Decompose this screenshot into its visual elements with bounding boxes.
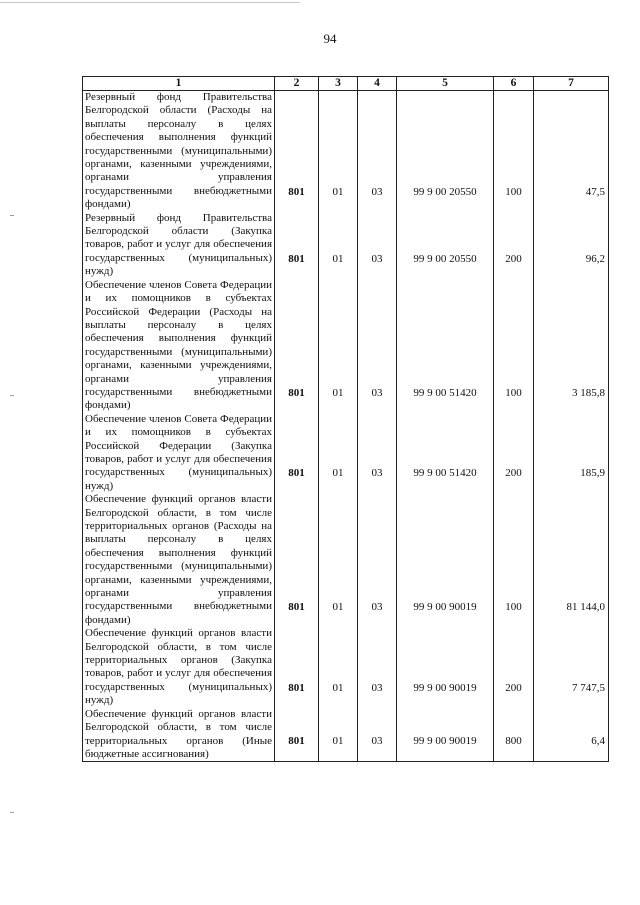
expense-type-code: 100 [494,493,534,627]
table-row [83,493,609,627]
top-rule [0,2,300,3]
section-code: 01 [319,493,358,627]
table-row [83,91,609,212]
chapter-code: 801 [275,212,319,279]
section-code: 01 [319,413,358,493]
column-number-row [83,77,609,91]
subsection-code: 03 [358,708,397,762]
column-header: 3 [319,77,358,91]
chapter-code: 801 [275,627,319,707]
margin-tick [10,215,14,216]
chapter-code: 801 [275,91,319,212]
target-article-code: 99 9 00 90019 [397,708,494,762]
page-number: 94 [323,31,337,46]
chapter-code: 801 [275,493,319,627]
amount: 81 144,0 [534,493,609,627]
target-article-code: 99 9 00 20550 [397,212,494,279]
margin-tick [10,395,14,396]
expense-type-code: 100 [494,279,534,413]
column-header: 5 [397,77,494,91]
section-code: 01 [319,708,358,762]
expense-name: Обеспечение членов Совета Федерации и их помощников в субъектах Российской Федерации (Закупка товаров, работ и услуг для обеспечения государственных (муниципальных) нужд) [83,413,275,493]
column-header: 4 [358,77,397,91]
expense-type-code: 200 [494,212,534,279]
expense-name: Обеспечение функций органов власти Белгородской области, в том числе территориальных органов (Закупка товаров, работ и услуг для обеспечения государственных (муниципальных) нужд) [83,627,275,707]
amount: 47,5 [534,91,609,212]
amount: 6,4 [534,708,609,762]
column-header: 6 [494,77,534,91]
expense-type-code: 100 [494,91,534,212]
subsection-code: 03 [358,627,397,707]
table-row [83,279,609,413]
table-row [83,413,609,493]
expense-name: Резервный фонд Правительства Белгородской области (Расходы на выплаты персоналу в целях обеспечения выполнения функций государственными (муниципальными) органами, казенными учреждениями, органами управления государственными внебюджетными фондами) [83,91,275,212]
target-article-code: 99 9 00 51420 [397,279,494,413]
margin-tick [10,812,14,813]
column-header: 2 [275,77,319,91]
chapter-code: 801 [275,413,319,493]
expense-type-code: 200 [494,413,534,493]
target-article-code: 99 9 00 90019 [397,627,494,707]
subsection-code: 03 [358,413,397,493]
budget-table [82,76,609,762]
subsection-code: 03 [358,279,397,413]
subsection-code: 03 [358,212,397,279]
amount: 3 185,8 [534,279,609,413]
chapter-code: 801 [275,279,319,413]
table-row [83,708,609,762]
target-article-code: 99 9 00 51420 [397,413,494,493]
subsection-code: 03 [358,91,397,212]
expense-name: Обеспечение функций органов власти Белгородской области, в том числе территориальных органов (Иные бюджетные ассигнования) [83,708,275,762]
subsection-code: 03 [358,493,397,627]
amount: 96,2 [534,212,609,279]
section-code: 01 [319,627,358,707]
expense-type-code: 200 [494,627,534,707]
table-row [83,627,609,707]
expense-name: Обеспечение членов Совета Федерации и их помощников в субъектах Российской Федерации (Расходы на выплаты персоналу в целях обеспечения выполнения функций государственными (муниципальными) органами, казенными учреждениями, органами управления государственными внебюджетными фондами) [83,279,275,413]
column-header: 7 [534,77,609,91]
section-code: 01 [319,212,358,279]
target-article-code: 99 9 00 90019 [397,493,494,627]
expense-name: Резервный фонд Правительства Белгородской области (Закупка товаров, работ и услуг для обеспечения государственных (муниципальных) нужд) [83,212,275,279]
target-article-code: 99 9 00 20550 [397,91,494,212]
chapter-code: 801 [275,708,319,762]
expense-name: Обеспечение функций органов власти Белгородской области, в том числе территориальных органов (Расходы на выплаты персоналу в целях обеспечения выполнения функций государственными (муниципальными) органами, казенными учреждениями, органами управления государственными внебюджетными фондами) [83,493,275,627]
amount: 7 747,5 [534,627,609,707]
section-code: 01 [319,91,358,212]
amount: 185,9 [534,413,609,493]
section-code: 01 [319,279,358,413]
expense-type-code: 800 [494,708,534,762]
table-row [83,212,609,279]
column-header: 1 [83,77,275,91]
